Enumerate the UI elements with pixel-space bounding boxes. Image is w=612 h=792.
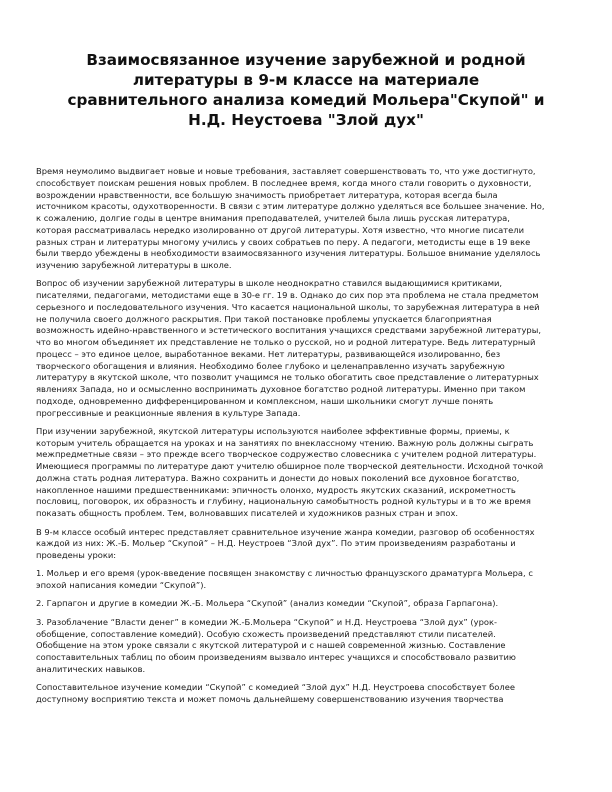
paragraph-line: которым учитель обращается на уроках и на занятиях по внеклассному чтению. Важную роль должны сыграть (36, 437, 534, 448)
paragraph-line: обобщение, сопоставление комедий). Особую схожесть произведений представляют стили писателей. (36, 628, 496, 639)
paragraph-line: проведены уроки: (36, 550, 117, 561)
paragraph-line: не получила своего должного раскрытия. При такой постановке проблемы упускается благоприятная (36, 313, 492, 324)
paragraph-line: подходе, одновременно дифференцированном и комплексном, наши школьники смогут лучше понять (36, 395, 494, 406)
paragraph-line: эпохой написания комедии “Скупой”). (36, 580, 207, 591)
title-line: литературы в 9-м классе на материале (132, 71, 480, 89)
paragraph-line: были твердо убеждены в необходимости взаимосвязанного изучения литературы. Большое внимание уделялось (36, 248, 541, 259)
paragraph-line: что во многом объединяет их представление не только о русской, но и родной литературе. Ведь литературный (36, 337, 536, 348)
title-line: сравнительного анализа комедий Мольера"Скупой" и (67, 91, 545, 109)
paragraph-line: пословиц, поговорок, их образность и глубину, национальную самобытность родной культуры и в то же время (36, 496, 531, 507)
paragraph-line: возможность идейно-нравственного и эстетического воспитания учащихся средствами зарубежной литературы, (36, 325, 541, 336)
paragraph (36, 682, 581, 706)
paragraph-line: к сожалению, долгие годы в центре внимания преподавателей, учителей была лишь русская литература, (36, 213, 510, 223)
paragraph-line: При изучении зарубежной, якутской литературы используются наиболее эффективные формы, приемы, к (36, 425, 510, 436)
title-line: Взаимосвязанное изучение зарубежной и родной (86, 51, 526, 69)
paragraph-line: возрождении нравственности, все большую значимость приобретает литература, которая всегда была (36, 189, 498, 200)
paragraph-line: аналитических навыков. (36, 663, 146, 674)
paragraph (36, 617, 581, 676)
paragraph-line: явлениях Запада, но и осмысленно воспринимать духовное богатство родной литературы. Именно при таком (36, 384, 526, 395)
paragraph (36, 166, 581, 272)
paragraph-line: писателями, педагогами, методистами еще в 30-е гг. 19 в. Однако до сих пор эта проблема не стала предметом (36, 290, 539, 301)
paragraph-line: серьезного и последовательного изучения. Что касается национальной школы, то зарубежная литература в ней (36, 301, 540, 312)
paragraph (36, 598, 581, 610)
paragraph-line: Вопрос об изучении зарубежной литературы в школе неоднократно ставился выдающимися критиками, (36, 278, 503, 289)
paragraph-line: должна стать родная литература. Важно сохранить и донести до новых поколений все духовное богатство, (36, 472, 520, 483)
paragraph-line: которая рассматривалась нередко изолированно от другой литературы. Хотя известно, что многие писатели (36, 224, 525, 235)
paragraph-line: 2. Гарпагон и другие в комедии Ж.-Б. Мольера “Скупой” (анализ комедии “Скупой”, образа Гарпагона). (36, 598, 499, 609)
paragraph-line: показать общность проблем. Тем, волновавших писателей и художников разных стран и эпох. (36, 508, 459, 519)
title-line: Н.Д. Неустоева "Злой дух" (188, 111, 424, 129)
paragraph-line: межпредметные связи – это прежде всего творческое содружество словесника с учителем родной литературы. (36, 449, 537, 460)
paragraph-line: сопоставительных таблиц по обоим произведениям вызвало интерес учащихся и способствовало развитию (36, 652, 516, 663)
paragraph-line: Обобщение на этом уроке связали с якутской литературой и с нашей современной жизнью. Составление (36, 640, 506, 651)
paragraph-line: каждой из них: Ж.-Б. Мольер “Скупой” – Н.Д. Неустроев “Злой дух”. По этим произведениям разработаны и (36, 538, 516, 549)
paragraph-line: Имеющиеся программы по литературе дают учителю обширное поле творческой деятельности. Исходной точкой (36, 461, 544, 472)
paragraph-line: 3. Разоблачение “Власти денег” в комедии Ж.-Б.Мольера “Скупой” и Н.Д. Неустроева “Злой дух” (урок- (36, 616, 498, 627)
document-body (36, 166, 581, 712)
paragraph-line: изучению зарубежной литературы в школе. (36, 260, 232, 270)
paragraph-line: прогрессивные и реакционные явления в культуре Запада. (36, 407, 301, 418)
paragraph-line: литературу в якутской школе, что позволит учащимся не только обогатить свое представление о литературных (36, 372, 539, 383)
paragraph-line: способствует поискам решения новых проблем. В последнее время, когда много стали говорить о духовности, (36, 177, 532, 188)
paragraph-line: В 9-м классе особый интерес представляет сравнительное изучение жанра комедии, разговор об особенностях (36, 526, 535, 537)
paragraph-line: 1. Мольер и его время (урок-введение посвящен знакомству с личностью французского драматурга Мольера, с (36, 568, 533, 579)
paragraph-line: процесс – это единое целое, выработанное веками. Нет литературы, развивающейся изолированно, без (36, 348, 501, 359)
paragraph (36, 426, 581, 520)
paragraph-line: доступному восприятию текста и может помочь дальнейшему совершенствованию изучения творчества (36, 693, 504, 704)
paragraph-line: Время неумолимо выдвигает новые и новые требования, заставляет совершенствовать то, что уже достигнуто, (36, 166, 536, 176)
paragraph-line: Сопоставительное изучение комедии “Скупой” с комедией “Злой дух” Н.Д. Неустроева способствует более (36, 682, 515, 693)
paragraph-line: творческого обогащения и влияния. Необходимо более глубоко и целенаправленно изучать зарубежную (36, 360, 505, 371)
paragraph-line: накопленное нашими предшественниками: эпичность олонхо, мудрость якутских сказаний, искрометность (36, 484, 516, 495)
paragraph (36, 278, 581, 419)
paragraph-line: источником красоты, одухотворенности. В связи с этим литературе должно уделяться все большее значение. Но, (36, 201, 545, 212)
paragraph (36, 568, 581, 592)
paragraph (36, 527, 581, 562)
document-title (56, 50, 556, 130)
paragraph-line: разных стран и литературы многому учились у своих собратьев по перу. А педагоги, методисты еще в 19 веке (36, 236, 531, 247)
